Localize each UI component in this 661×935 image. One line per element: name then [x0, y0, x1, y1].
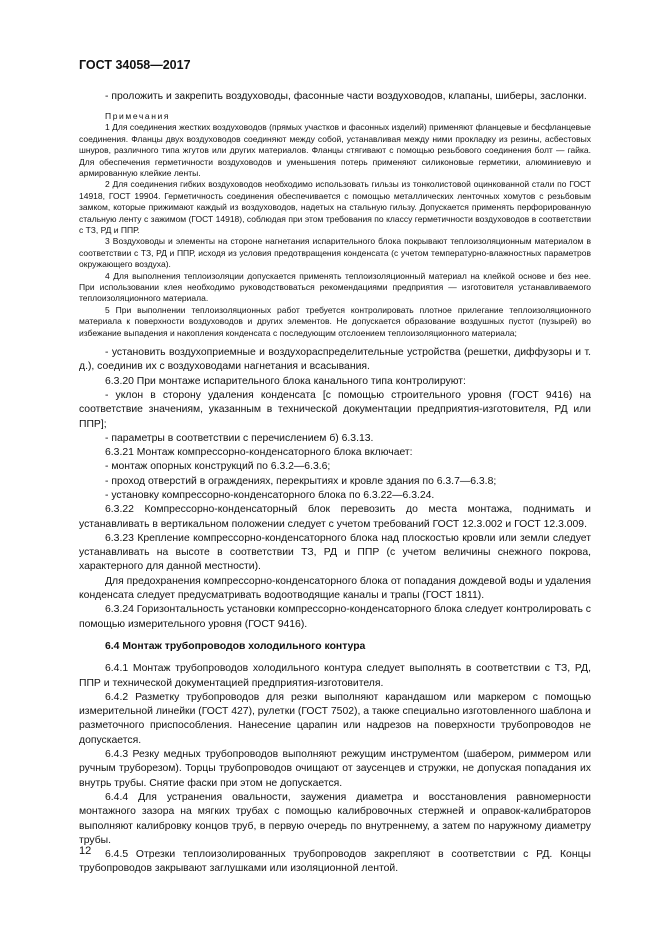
note-item: 2 Для соединения гибких воздуховодов необходимо использовать гильзы из тонколистовой оцинкованной стали по ГОСТ 14918, ГОСТ 19904. Герметичность соединения обеспечивается с помощью металлических ленточных хомутов с резьбовым замком, которые прижимают каждый из воздуховодов, надетых на стальную гильзу. Допускается применять перфорированную стальную ленту с зажимом (ГОСТ 14918), соблюдая при этом требования по классу герметичности воздуховодов в соответствии с ТЗ, РД и ППР.	[79, 179, 591, 235]
paragraph: 6.3.20 При монтаже испарительного блока канального типа контролируют:	[105, 375, 466, 387]
note-item: 4 Для выполнения теплоизоляции допускается применять теплоизоляционный материал на клейкой основе и без нее. При использовании клея необходимо руководствоваться рекомендациями предприятия — изготовителя устанавливаемого теплоизоляционного материала.	[79, 270, 591, 304]
list-item: - проложить и закрепить воздуховоды, фасонные части воздуховодов, клапаны, шиберы, заслонки.	[105, 91, 587, 102]
list-item: - установку компрессорно-конденсаторного блока по 6.3.22—6.3.24.	[105, 489, 435, 501]
document-header: ГОСТ 34058—2017	[79, 58, 191, 72]
list-item: - проход отверстий в ограждениях, перекрытиях и кровле здания по 6.3.7—6.3.8;	[105, 475, 497, 487]
paragraph: 6.3.22 Компрессорно-конденсаторный блок перевозить до места монтажа, поднимать и устанавливать в вертикальном положении следует с учетом требований ГОСТ 12.3.002 и ГОСТ 12.3.009.	[79, 504, 591, 530]
paragraph: 6.3.23 Крепление компрессорно-конденсаторного блока над плоскостью кровли или земли следует устанавливать на высоте в соответствии ТЗ, РД и ППР (с учетом величины снежного покрова, характерного для данной местности).	[79, 532, 591, 573]
paragraph: 6.4.3 Резку медных трубопроводов выполняют режущим инструментом (шабером, риммером или ручным труборезом). Торцы трубопроводов очищают от заусенцев и стружки, не допуская попадания их внутрь трубы. Снятие фаски при этом не допускается.	[79, 749, 591, 789]
page-number: 12	[79, 845, 92, 857]
list-item: - монтаж опорных конструкций по 6.3.2—6.3.6;	[105, 461, 331, 473]
note-item: 5 При выполнении теплоизоляционных работ требуется контролировать плотное прилегание теплоизоляционного материала к поверхности воздуховодов и других элементов. Не допускается образование воздушных пустот (пузырей) во избежание выпадения и накопления конденсата с последующим отслоением теплоизоляционного материала;	[79, 304, 591, 338]
paragraph: 6.4.5 Отрезки теплоизолированных трубопроводов закрепляют в соответствии с РД. Концы трубопроводов закрывают заглушками или изоляционной лентой.	[79, 849, 591, 875]
paragraph: 6.4.2 Разметку трубопроводов для резки выполняют карандашом или маркером с помощью измерительной линейки (ГОСТ 427), рулетки (ГОСТ 7502), а также специально изготовленного шаблона и разметочного приспособления. Нанесение царапин или надрезов на поверхности трубопроводов не допускается.	[79, 691, 591, 746]
list-item: - уклон в сторону удаления конденсата [с помощью строительного уровня (ГОСТ 9416) на соответствие значениям, указанным в технической документации предприятия-изготовителя, РД или ППР];	[79, 389, 591, 430]
page-content	[79, 90, 591, 877]
list-item: - установить воздухоприемные и воздухораспределительные устройства (решетки, диффузоры и т. д.), соединив их с воздуховодами нагнетания и всасывания.	[79, 347, 591, 373]
notes-title: Примечания	[105, 111, 171, 122]
paragraph: 6.4.1 Монтаж трубопроводов холодильного контура следует выполнять в соответствии с ТЗ, РД, ППР и технической документацией предприятия-изготовителя.	[79, 663, 591, 689]
list-item: - параметры в соответствии с перечислением б) 6.3.13.	[105, 432, 374, 444]
paragraph: 6.3.24 Горизонтальность установки компрессорно-конденсаторного блока следует контролировать с помощью измерительного уровня (ГОСТ 9416).	[79, 604, 591, 630]
note-item: 1 Для соединения жестких воздуховодов (прямых участков и фасонных изделий) применяют фланцевые и бесфланцевые соединения. Фланцы двух воздуховодов соединяют между собой, устанавливая между ними прокладку из резины, асбестовых шнуров, различного типа жгутов или других материалов. Фланцы стягивают с помощью резьбового соединения болт — гайка. Для обеспечения герметичности воздуховодов и уменьшения потерь применяют силиконовые герметики, алюминиевую и армированную клейкие ленты.	[79, 122, 591, 178]
note-item: 3 Воздуховоды и элементы на стороне нагнетания испарительного блока покрывают теплоизоляционным материалом в соответствии с ТЗ, РД и ППР, исходя из условия предотвращения конденсата (с учетом температурно-влажностных параметров окружающего воздуха).	[79, 236, 591, 270]
section-heading: 6.4 Монтаж трубопроводов холодильного контура	[105, 640, 366, 652]
paragraph: Для предохранения компрессорно-конденсаторного блока от попадания дождевой воды и удаления конденсата следует предусматривать водоотводящие каналы и трапы (ГОСТ 1811).	[79, 575, 591, 602]
paragraph: 6.4.4 Для устранения овальности, заужения диаметра и восстановления равномерности монтажного зазора на мягких трубах с помощью калибровочных стержней и оправок-калибраторов выполняют калибровку концов труб, в первую очередь по внутреннему, а затем по наружному диаметру трубы.	[79, 791, 591, 846]
paragraph: 6.3.21 Монтаж компрессорно-конденсаторного блока включает:	[105, 447, 413, 459]
